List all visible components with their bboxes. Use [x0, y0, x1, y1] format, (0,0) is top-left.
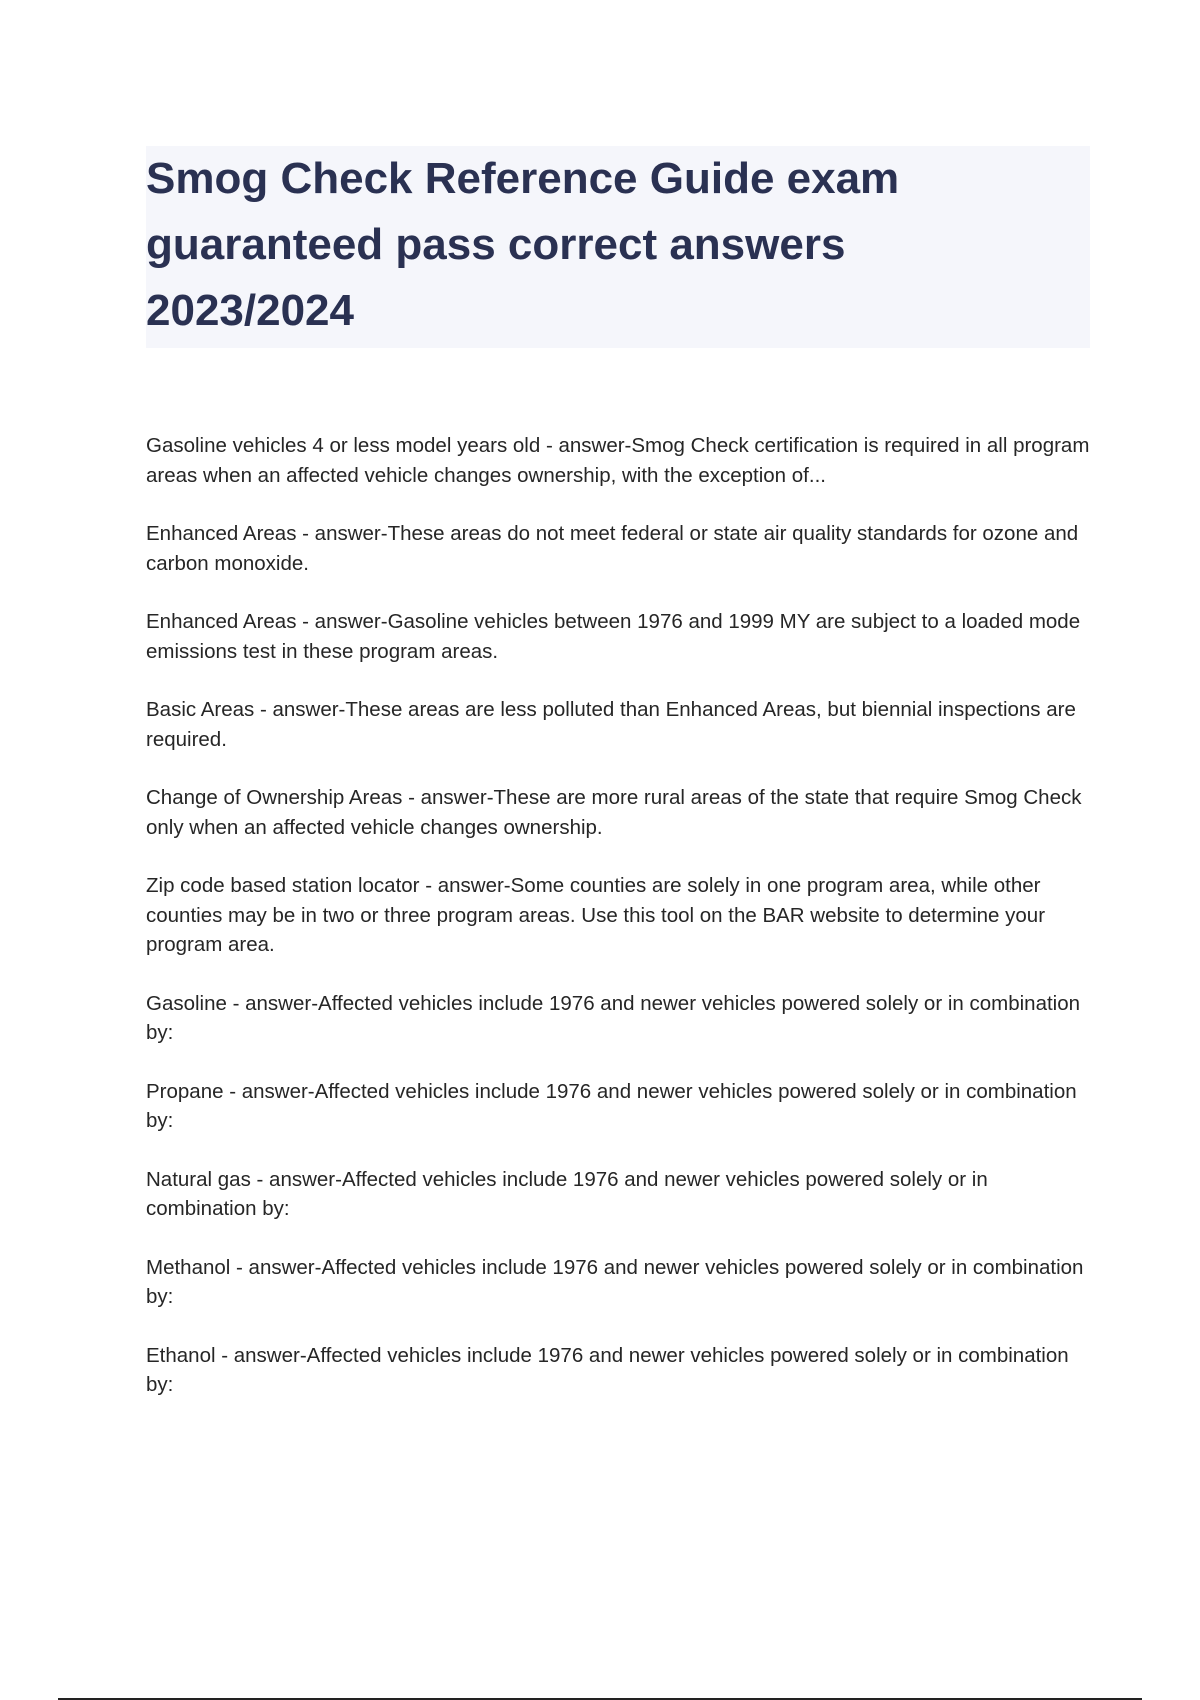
- qa-item: Enhanced Areas - answer-These areas do not meet federal or state air quality standards for ozone and carbon monoxide.: [146, 522, 1079, 575]
- qa-item: Gasoline vehicles 4 or less model years old - answer-Smog Check certification is required in all program areas when an affected vehicle changes ownership, with the exception of...: [146, 434, 1090, 487]
- qa-item: Ethanol - answer-Affected vehicles include 1976 and newer vehicles powered solely or in combination by:: [146, 1343, 1069, 1396]
- qa-item: Propane - answer-Affected vehicles include 1976 and newer vehicles powered solely or in combination by:: [146, 1079, 1077, 1132]
- qa-item: Basic Areas - answer-These areas are less polluted than Enhanced Areas, but biennial inspections are required.: [146, 698, 1076, 751]
- qa-item: Gasoline - answer-Affected vehicles include 1976 and newer vehicles powered solely or in combination by:: [146, 991, 1081, 1044]
- page-title: Smog Check Reference Guide exam guaranteed pass correct answers 2023/2024: [146, 154, 900, 335]
- qa-list: [146, 431, 1090, 1429]
- qa-item: Zip code based station locator - answer-Some counties are solely in one program area, while other counties may be in two or three program areas. Use this tool on the BAR website to determine your program area.: [146, 874, 1046, 956]
- qa-item: Natural gas - answer-Affected vehicles include 1976 and newer vehicles powered solely or in combination by:: [146, 1167, 988, 1220]
- qa-item: Change of Ownership Areas - answer-These are more rural areas of the state that require Smog Check only when an affected vehicle changes ownership.: [146, 786, 1082, 839]
- qa-item: Methanol - answer-Affected vehicles include 1976 and newer vehicles powered solely or in combination by:: [146, 1255, 1084, 1308]
- title-banner: [146, 146, 1090, 348]
- qa-item: Enhanced Areas - answer-Gasoline vehicles between 1976 and 1999 MY are subject to a loaded mode emissions test in these program areas.: [146, 610, 1081, 663]
